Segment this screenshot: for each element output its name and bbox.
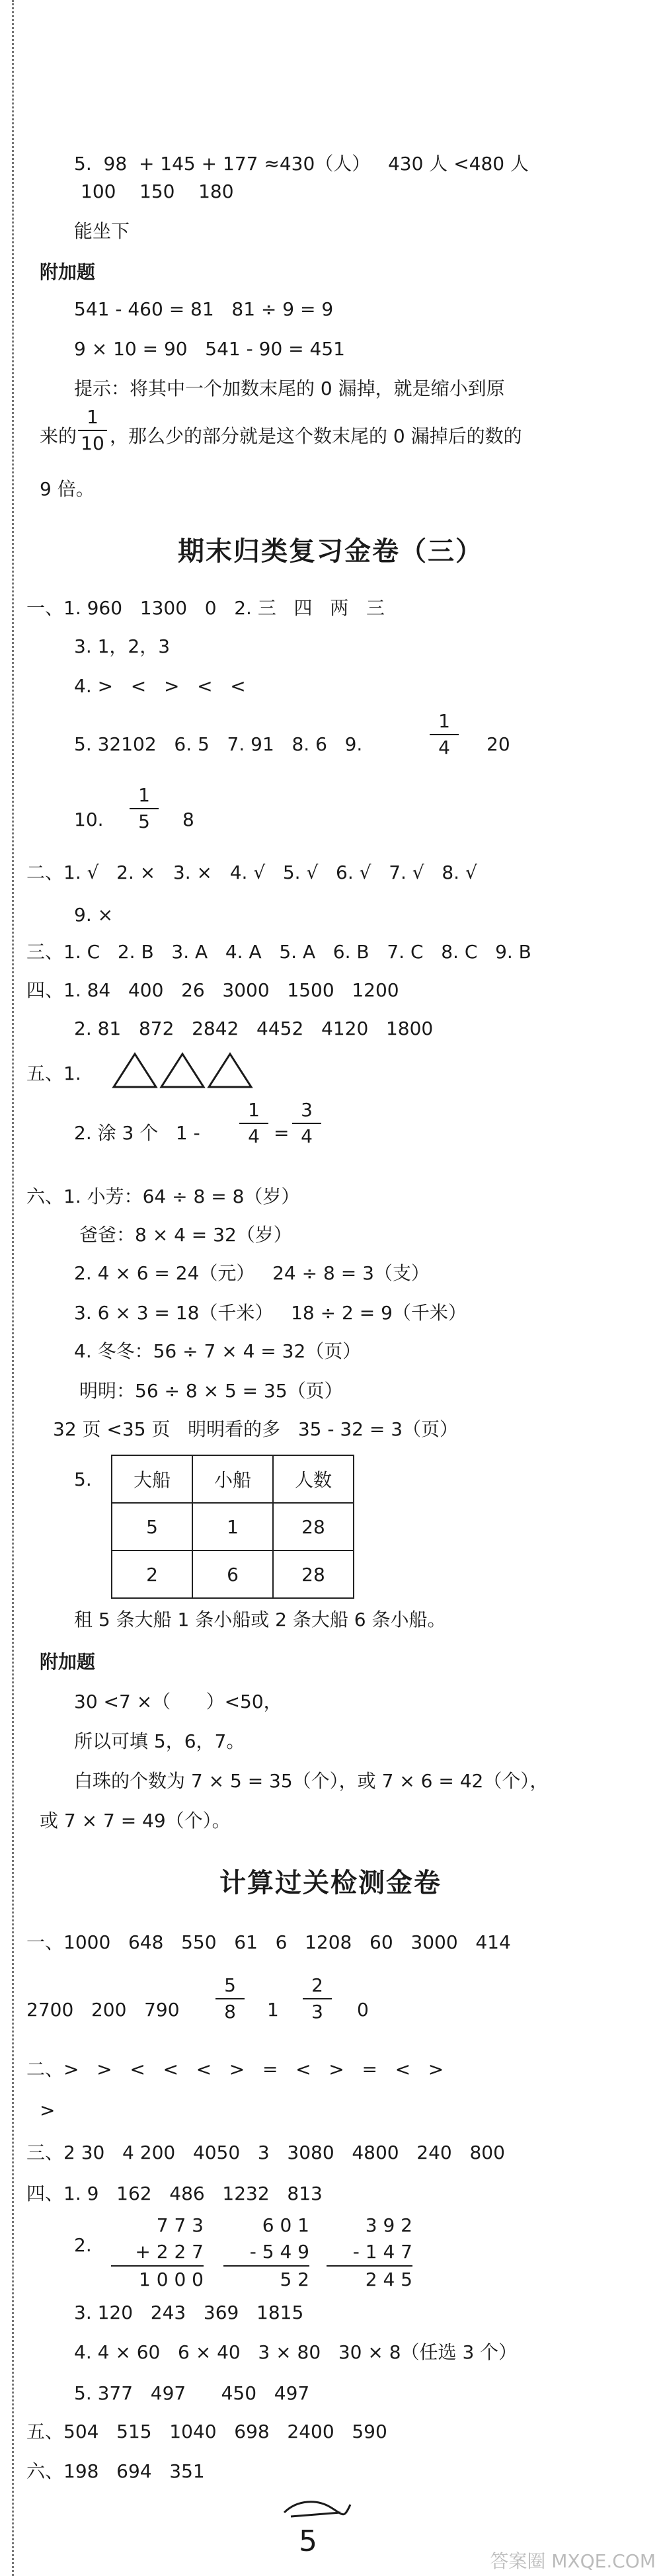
table-cell: 1 (192, 1503, 273, 1550)
s2-line-15: 2. 4 × 6 = 24（元） 24 ÷ 8 = 3（支） (74, 1262, 430, 1284)
vertical-operand: - 5 4 9 (249, 2241, 309, 2263)
s2-line-7: 9. × (74, 904, 114, 926)
section-title-calc-check: 计算过关检测金卷 (219, 1868, 442, 1898)
s2-line-25: 或 7 × 7 = 49（个）。 (40, 1810, 231, 1831)
vertical-operand: - 1 4 7 (352, 2241, 412, 2263)
table-cell: 28 (273, 1550, 354, 1598)
fraction-numerator: 1 (138, 784, 150, 806)
binding-dotted-line (12, 0, 14, 2576)
triangle-shape (114, 1054, 156, 1087)
fraction-denominator: 4 (301, 1125, 313, 1147)
fraction-denominator: 10 (81, 432, 104, 454)
vertical-result: 1 0 0 0 (139, 2269, 204, 2290)
vertical-operand: 3 9 2 (365, 2214, 412, 2236)
s2-line-9: 四、1. 84 400 26 3000 1500 1200 (26, 979, 399, 1001)
fraction-numerator: 3 (301, 1099, 313, 1121)
fraction-2-3 (303, 1974, 332, 2023)
vertical-calc-1 (111, 2212, 204, 2293)
s3-line-2: 2700 200 790 (26, 1999, 180, 2021)
handwritten-scribble (278, 2493, 357, 2526)
s3-line-4: > (40, 2099, 56, 2121)
s3-vertical-label: 2. (74, 2234, 92, 2256)
s2-line-6: 二、1. √ 2. × 3. × 4. √ 5. √ 6. √ 7. √ 8. √ (26, 862, 477, 883)
boat-table (111, 1455, 354, 1599)
s3-line-6: 四、1. 9 162 486 1232 813 (26, 2183, 323, 2204)
fraction-1-4b (239, 1099, 268, 1148)
section-title-review-3: 期末归类复习金卷（三） (178, 536, 483, 567)
fraction-denominator: 8 (224, 2001, 236, 2023)
fraction-numerator: 1 (438, 710, 450, 732)
s2-line-8: 三、1. C 2. B 3. A 4. A 5. A 6. B 7. C 8. C 9. B (26, 941, 531, 963)
s3-line-3: 二、> > < < < > = < > = < > (26, 2058, 444, 2080)
vertical-result: 5 2 (280, 2269, 309, 2290)
page-number: 5 (299, 2524, 317, 2558)
hint-line-2a: 来的 (40, 425, 77, 447)
answer-5-conclusion: 能坐下 (74, 220, 130, 242)
hint-line-2b: ，那么少的部分就是这个数末尾的 0 漏掉后的数的 (110, 425, 522, 447)
extra-question-title: 附加题 (40, 261, 96, 283)
s3-line-5: 三、2 30 4 200 4050 3 3080 4800 240 800 (26, 2142, 505, 2163)
fraction-numerator: 1 (87, 406, 98, 428)
s2-line-14: 爸爸：8 × 4 = 32（岁） (79, 1224, 292, 1246)
s2-line-21: 租 5 条大船 1 条小船或 2 条大船 6 条小船。 (74, 1609, 446, 1630)
fraction-5-8 (215, 1974, 245, 2023)
s3-line-10: 5. 377 497 450 497 (74, 2382, 310, 2404)
s2-line-20: 5. (74, 1469, 92, 1490)
table-cell: 6 (192, 1550, 273, 1598)
table-cell: 5 (112, 1503, 192, 1550)
s3-line-9: 4. 4 × 60 6 × 40 3 × 80 30 × 8（任选 3 个） (74, 2341, 518, 2363)
fraction-denominator: 5 (138, 811, 150, 832)
table-cell: 2 (112, 1550, 192, 1598)
vertical-operand: + 2 2 7 (135, 2241, 204, 2263)
s3-line-11: 五、504 515 1040 698 2400 590 (26, 2421, 387, 2442)
s2-line-19: 32 页 <35 页 明明看的多 35 - 32 = 3（页） (53, 1418, 459, 1440)
watermark: 答案圈 MXQE.COM (490, 2550, 656, 2572)
s2-line-4: 5. 32102 6. 5 7. 91 8. 6 9. (74, 733, 363, 755)
three-triangles (111, 1051, 256, 1091)
fraction-numerator: 5 (224, 1974, 236, 1996)
fraction-1-10 (78, 406, 107, 455)
fraction-numerator: 1 (248, 1099, 260, 1121)
vertical-result: 2 4 5 (365, 2269, 412, 2290)
s3-line-8: 3. 120 243 369 1815 (74, 2302, 304, 2323)
triangle-shape (209, 1054, 251, 1087)
s2-line-10: 2. 81 872 2842 4452 4120 1800 (74, 1018, 434, 1039)
s3-line-2-mid: 1 (267, 1999, 279, 2021)
s2-line-17: 4. 冬冬：56 ÷ 7 × 4 = 32（页） (74, 1340, 362, 1362)
vertical-operand: 6 0 1 (262, 2214, 309, 2236)
fraction-denominator: 4 (438, 737, 450, 758)
s2-line-5-end: 8 (182, 809, 194, 830)
s2-line-11: 五、1. (26, 1063, 81, 1084)
hint-line-3: 9 倍。 (40, 478, 95, 500)
s2-line-22: 30 <7 ×（ ）<50， (74, 1691, 282, 1712)
scribble-stroke (284, 2502, 350, 2516)
fraction-denominator: 4 (248, 1125, 260, 1147)
fraction-numerator: 2 (311, 1974, 323, 1996)
vertical-calc-3 (327, 2212, 412, 2293)
s2-line-4-end: 20 (486, 733, 510, 755)
s2-line-1: 一、1. 960 1300 0 2. 三 四 两 三 (26, 597, 385, 619)
s2-line-18: 明明：56 ÷ 8 × 5 = 35（页） (79, 1380, 343, 1402)
table-cell: 28 (273, 1503, 354, 1550)
table-header: 人数 (273, 1455, 354, 1503)
s2-line-2: 3. 1，2，3 (74, 635, 171, 657)
extra-question-title-2: 附加题 (40, 1651, 96, 1673)
s2-line-12-eq: = (274, 1122, 290, 1144)
vertical-calc-2 (223, 2212, 309, 2293)
triangle-shape (161, 1054, 204, 1087)
s3-line-2-end: 0 (357, 1999, 369, 2021)
table-header: 大船 (112, 1455, 192, 1503)
s2-line-16: 3. 6 × 3 = 18（千米） 18 ÷ 2 = 9（千米） (74, 1302, 467, 1324)
table-row (112, 1550, 354, 1598)
fraction-1-5 (130, 784, 159, 833)
hint-line-1: 提示：将其中一个加数末尾的 0 漏掉，就是缩小到原 (74, 378, 505, 399)
table-header-row (112, 1455, 354, 1503)
s3-line-12: 六、198 694 351 (26, 2460, 205, 2482)
fraction-1-4 (430, 710, 459, 759)
extra-calc-2: 9 × 10 = 90 541 - 90 = 451 (74, 338, 345, 360)
fraction-denominator: 3 (311, 2001, 323, 2023)
answer-5-line: 5. 98 + 145 + 177 ≈430（人） 430 人 <480 人 (74, 153, 529, 175)
table-row (112, 1503, 354, 1550)
fraction-3-4 (292, 1099, 321, 1148)
table-header: 小船 (192, 1455, 273, 1503)
vertical-operand: 7 7 3 (156, 2214, 204, 2236)
s2-line-12: 2. 涂 3 个 1 - (74, 1122, 200, 1144)
s3-line-1: 一、1000 648 550 61 6 1208 60 3000 414 (26, 1931, 511, 1953)
s2-line-5: 10. (74, 809, 104, 830)
s2-line-3: 4. > < > < < (74, 675, 246, 697)
s2-line-13: 六、1. 小芳：64 ÷ 8 = 8（岁） (26, 1186, 300, 1207)
s2-line-24: 白珠的个数为 7 × 5 = 35（个），或 7 × 6 = 42（个）， (74, 1770, 549, 1792)
s2-line-23: 所以可填 5，6，7。 (74, 1730, 245, 1752)
extra-calc-1: 541 - 460 = 81 81 ÷ 9 = 9 (74, 298, 334, 320)
answer-5-estimates: 100 150 180 (81, 181, 234, 202)
